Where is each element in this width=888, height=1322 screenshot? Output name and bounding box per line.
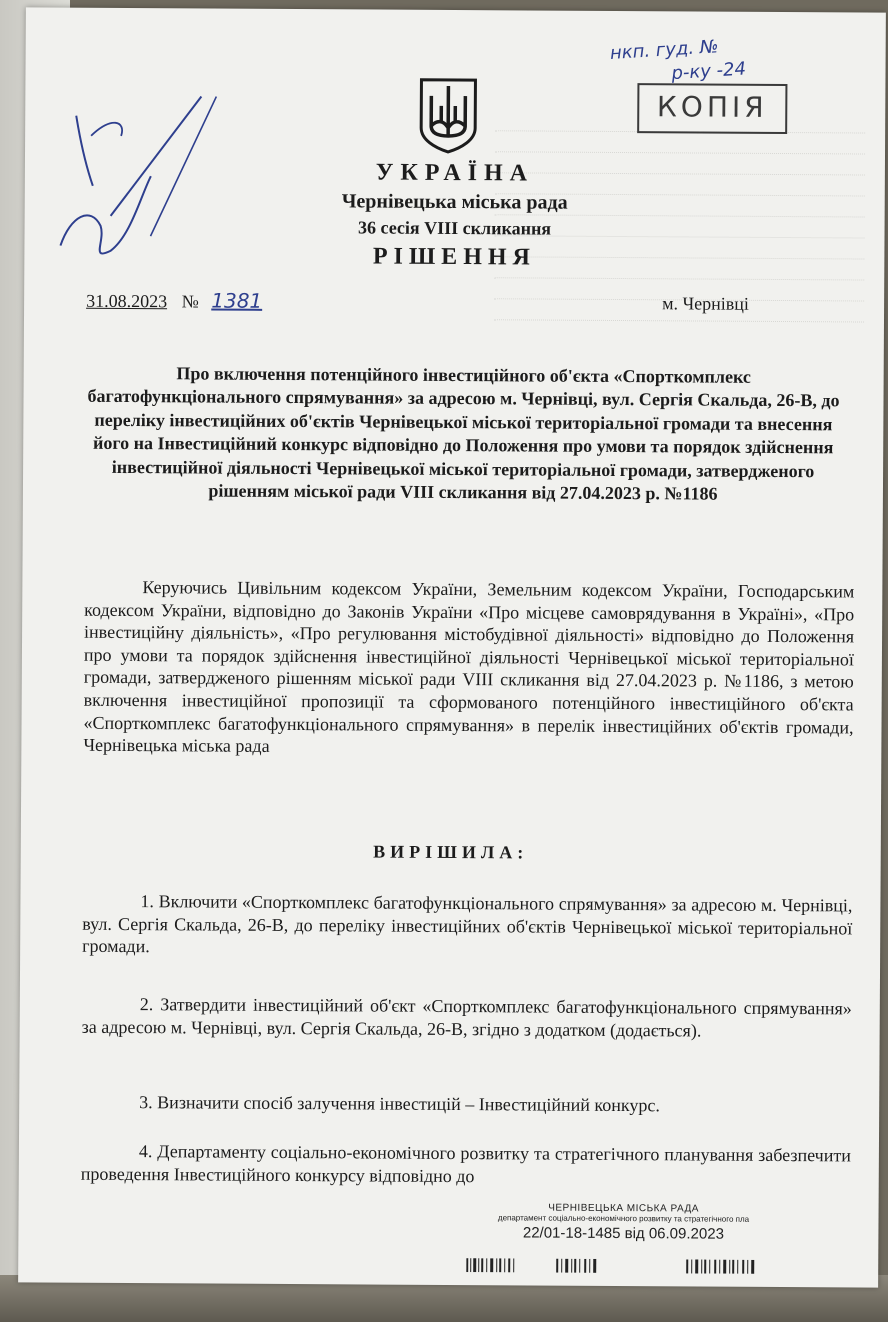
coat-of-arms-trident-icon <box>417 76 479 154</box>
point-3: 3. Визначити спосіб залучення інвестицій – Інвестиційний конкурс. <box>139 1092 660 1116</box>
point-2: 2. Затвердити інвестиційний об'єкт «Спорткомплекс багатофункціонального спрямування» за адресою м. Чернівці, вул. Сергія Скальда, 26-В, згідно з додатком (додається). <box>81 994 852 1041</box>
decision-date: 31.08.2023 <box>86 290 168 312</box>
point-4: 4. Департаменту соціально-економічного розвитку та стратегічного планування забезпечити проведення Інвестиційного конкурсу відповідно до <box>80 1141 851 1186</box>
handwritten-note: нкп. гуд. № р-ку -24 <box>609 36 747 85</box>
header-country: УКРАЇНА <box>375 159 535 187</box>
registration-dept: департамент соціально-економічного розвитку та стратегічного пла <box>497 1213 750 1224</box>
decision-title: Про включення потенційного інвестиційного об'єкта «Спорткомплекс багатофункціонального спрямування» за адресою м. Чернівці, вул. Сергія Скальда, 26-В, до переліку інвестиційних об'єктів Чернівецької міської територіальної громади та внесення його на Інвестиційний конкурс відповідно до Положення про умови та порядок здійснення інвестиційної діяльності Чернівецької міської територіальної громади, затвердженого рішенням міської ради VIII скликання від 27.04.2023 р. №1186 <box>87 363 840 504</box>
bleed-through-text <box>494 110 865 322</box>
city: м. Чернівці <box>662 293 750 314</box>
header-session: 36 сесія VIII скликання <box>357 217 552 239</box>
point-1: 1. Включити «Спорткомплекс багатофункціонального спрямування» за адресою м. Чернівці, вул. Сергія Скальда, 26-В, до переліку інвестиційних об'єктів Чернівецької міської територіальної громади. <box>82 891 853 957</box>
decision-date-number <box>86 288 262 313</box>
preamble: Керуючись Цивільним кодексом України, Земельним кодексом України, Господарським кодексом України, відповідно до Законів України «Про місцеве самоврядування в Україні», «Про інвестиційну діяльність», «Про регулювання містобудівної діяльності» відповідно до Положення про умови та порядок здійснення інвестиційної діяльності Чернівецької міської територіальної громади, затвердженого рішенням міської ради VIII скликання від 27.04.2023 р. №1186, з метою включення інвестиційної пропозиції та сформованого потенційного інвестиційного об'єкта «Спорткомплекс багатофункціонального спрямування» в перелік інвестиційних об'єктів громади, Чернівецька міська рада <box>83 577 855 757</box>
decision-number: 1381 <box>211 288 263 313</box>
barcode <box>466 1258 786 1274</box>
document-type: РІШЕННЯ <box>372 243 536 271</box>
number-label: № <box>181 291 199 312</box>
registration-org: ЧЕРНІВЕЦЬКА МІСЬКА РАДА <box>548 1202 699 1215</box>
header-council: Чернівецька міська рада <box>341 190 568 214</box>
copy-stamp: КОПІЯ <box>637 83 787 134</box>
resolved-heading: ВИРІШИЛА: <box>373 841 529 863</box>
registration-number: 22/01-18-1485 від 06.09.2023 <box>522 1224 724 1243</box>
document-page <box>18 7 886 1287</box>
registration-stamp <box>458 1202 788 1243</box>
